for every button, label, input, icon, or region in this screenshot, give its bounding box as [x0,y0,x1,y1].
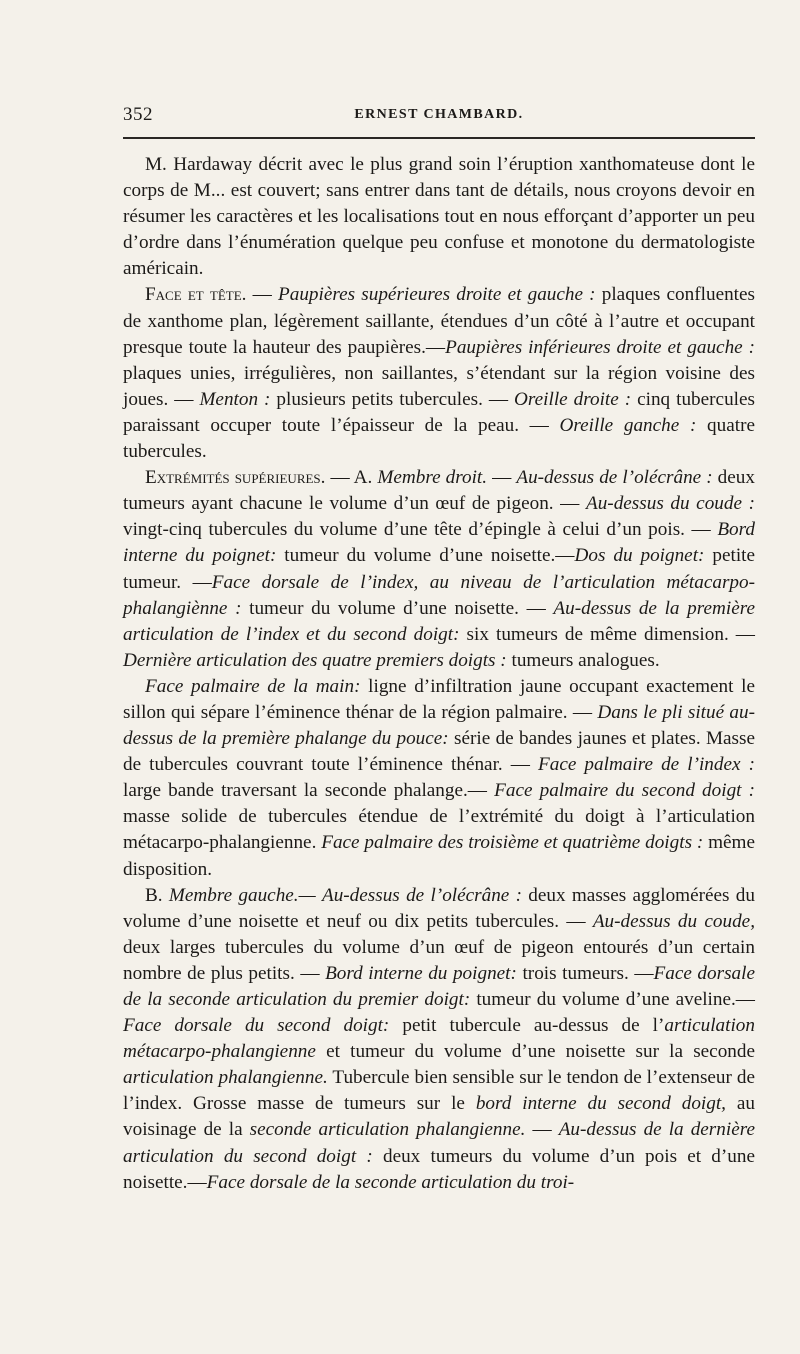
text-run: petite tumeur. — [123,545,755,593]
text-run: petit tubercule au-dessus de l’ [389,1015,665,1037]
italic-phrase: Face palmaire du second doigt : [494,780,756,802]
italic-phrase: Au-dessus de la dernière articulation du second doigt : [123,1119,755,1167]
italic-phrase: Oreille droite : [514,388,632,410]
text-run: — [246,284,279,306]
italic-phrase: bord interne du second doigt, [475,1093,726,1115]
italic-phrase: Au-dessus du coude, [592,910,755,932]
text-run: M. Hardaway décrit avec le plus grand soin l’éruption xanthomateuse dont le corps de M... est couvert; sans entrer dans tant de détails, nous croyons devoir en résumer les caractères et les localisations tout en nous efforçant d’apporter un peu d’ordre dans l’énumération quelque peu confuse et monotone du dermatologiste américain. [123,154,755,280]
paragraph [123,282,755,465]
italic-phrase: Face palmaire de l’index : [538,754,755,776]
text-run: deux masses agglomérées du volume d’une noisette et neuf ou dix petits tubercules. — [123,884,755,932]
italic-phrase: Dans le pli situé au-dessus de la première phalange du pouce: [123,701,755,750]
text-run: trois tumeurs. — [516,962,654,984]
italic-phrase: Dos du poignet: [574,545,705,567]
italic-phrase: Face dorsale de l’index, au niveau de l’articulation métacarpo-phalangiènne : [123,571,755,619]
italic-phrase: Membre droit. [377,467,488,489]
italic-phrase: Bord interne du poignet: [123,519,755,567]
paragraph [123,152,755,282]
text-run: — [525,1119,559,1141]
italic-phrase: Au-dessus de l’olécrâne : [516,467,713,489]
italic-phrase: articulation phalangienne. [123,1067,328,1089]
italic-phrase: Oreille ganche : [559,414,697,436]
paragraph [123,674,755,883]
text-run: et tumeur du volume d’une noisette sur la seconde [315,1041,755,1063]
section-heading: Face et tête. [145,284,247,306]
italic-phrase: Face dorsale de la seconde articulation du premier doigt: [123,962,755,1010]
italic-phrase: Face dorsale de la seconde articulation du troi- [206,1171,575,1193]
text-run: au voisinage de la [123,1093,755,1141]
text-run: plaques confluentes de xanthome plan, légèrement saillante, étendues d’un côté à l’autre et occupant presque toute la hauteur des paupières.— [123,284,755,358]
section-heading: Extrémités supérieures. [145,467,326,489]
italic-phrase: Au-dessus de l’olécrâne : [321,884,522,906]
italic-phrase: Dernière articulation des quatre premiers doigts : [123,649,507,671]
paragraph [123,883,755,1196]
italic-phrase: seconde articulation phalangienne. [249,1119,526,1141]
italic-phrase: Paupières inférieures droite et gauche : [445,336,755,358]
text-run: tumeur du volume d’une aveline.— [470,989,755,1010]
text-run: quatre tubercules. [123,414,755,463]
text-run: — [487,467,517,489]
page-number: 352 [123,104,153,125]
text-run: deux tumeurs du volume d’un pois et d’une noisette.— [123,1145,755,1193]
text-run: tumeur du volume d’une noisette.— [276,545,575,567]
text-run: deux larges tubercules du volume d’un œuf de pigeon entourés d’un certain nombre de plus petits. — [123,936,755,984]
text-run: ligne d’infiltration jaune occupant exactement le sillon qui sépare l’éminence thénar de la région palmaire. — [123,675,756,723]
text-run: B. [145,884,169,906]
italic-phrase: Paupières supérieures droite et gauche : [278,284,596,306]
text-run: large bande traversant la seconde phalange.— [123,780,495,802]
running-head: ERNEST CHAMBARD. [354,107,524,122]
text-run: tumeur du volume d’une noisette. — [241,597,554,619]
italic-phrase: Menton : [199,388,271,410]
italic-phrase: Membre gauche.— [168,884,316,906]
body-text [123,152,755,1196]
italic-phrase: articulation métacarpo-phalangienne [123,1015,755,1063]
text-run: série de bandes jaunes et plates. Masse de tubercules couvrant toute l’éminence thénar. — [123,728,755,776]
text-run: plusieurs petits tubercules. — [270,388,515,410]
italic-phrase: Face palmaire des troisième et quatrième doigts : [321,832,704,854]
text-run: — A. [325,467,378,489]
paragraph [123,465,755,674]
italic-phrase: Face palmaire de la main: [145,675,361,697]
italic-phrase: Au-dessus du coude : [585,493,755,515]
page-header [123,104,755,130]
italic-phrase: Bord interne du poignet: [325,962,517,984]
text-run: plaques unies, irrégulières, non saillantes, s’étendant sur la région voisine des joues. — [123,362,755,410]
text-run: deux tumeurs ayant chacune le volume d’un œuf de pigeon. — [123,467,755,515]
italic-phrase: Au-dessus de la première articulation de l’index et du second doigt: [123,597,755,645]
text-run: tumeurs analogues. [506,649,660,671]
text-run: cinq tubercules paraissant occuper toute l’épaisseur de la peau. — [123,388,755,436]
header-rule [123,137,755,139]
text-run: même disposition. [123,832,755,880]
italic-phrase: Face dorsale du second doigt: [123,1015,390,1037]
text-run: masse solide de tubercules étendue de l’extrémité du doigt à l’articulation métacarpo-phalangienne. [123,806,755,854]
text-run: vingt-cinq tubercules du volume d’une tête d’épingle à celui d’un pois. — [123,519,718,541]
text-run: six tumeurs de même dimension. — [459,623,755,645]
text-run: Tubercule bien sensible sur le tendon de l’extenseur de l’index. Grosse masse de tumeurs sur le [123,1067,755,1115]
